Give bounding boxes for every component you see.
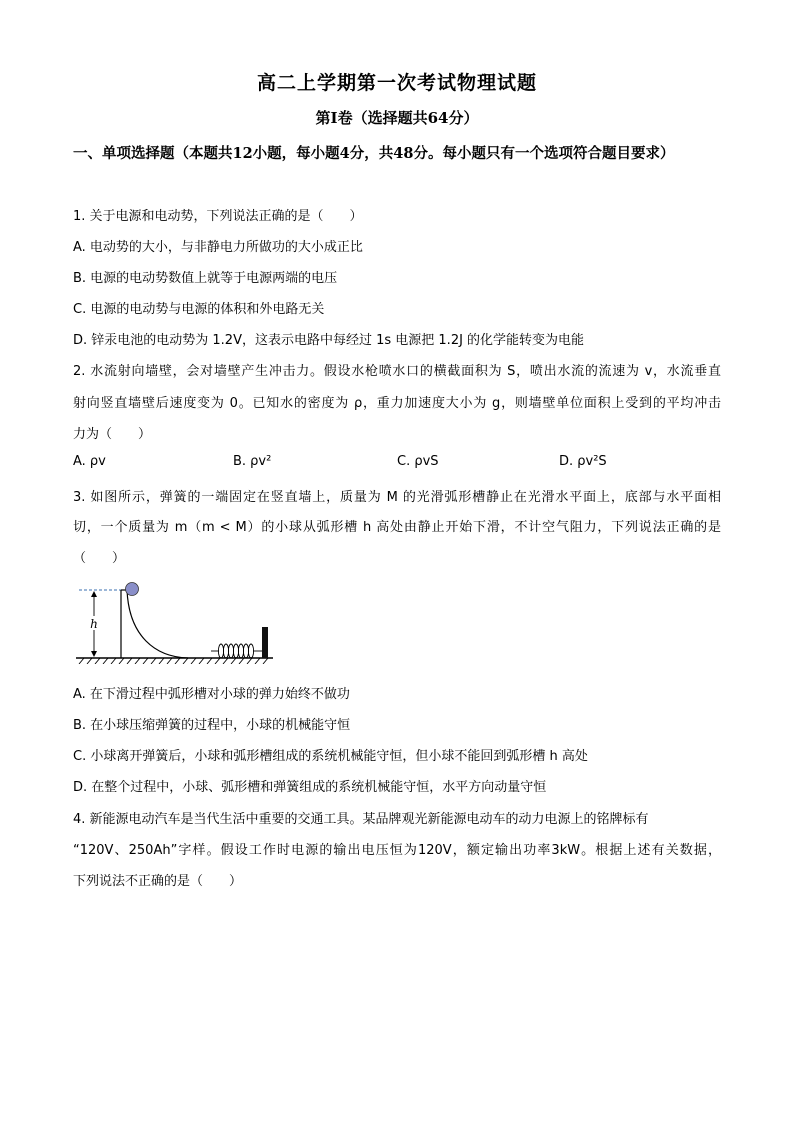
question-1-option-d: D. 锌汞电池的电动势为 1.2V，这表示电路中每经过 1s 电源把 1.2J 的化学能转变为电能 [73,333,585,348]
question-4-stem-line-2: “120V、250Ah”字样。假设工作时电源的输出电压恒为120V，额定输出功率3kW。根据上述有关数据， [73,843,721,858]
question-2-stem-line-3: 力为（ ） [73,427,152,442]
question-1-stem: 1. 关于电源和电动势，下列说法正确的是（ ） [73,209,363,224]
question-2-option-b: B. ρv² [233,454,272,469]
question-3-option-a: A. 在下滑过程中弧形槽对小球的弹力始终不做功 [73,687,350,702]
question-1-option-a: A. 电动势的大小，与非静电力所做功的大小成正比 [73,240,363,255]
question-1-option-c: C. 电源的电动势与电源的体积和外电路无关 [73,302,325,317]
question-3-option-b: B. 在小球压缩弹簧的过程中，小球的机械能守恒 [73,718,351,733]
question-2-option-d: D. ρv²S [559,454,607,469]
question-3-stem-line-3: （ ） [73,551,126,566]
question-2-stem-line-2: 射向竖直墙壁后速度变为 0。已知水的密度为 ρ，重力加速度大小为 g，则墙壁单位面积上受到的平均冲击 [73,396,721,411]
ground-hatching [79,658,268,664]
section-heading: 一、单项选择题（本题共12小题，每小题4分，共48分。每小题只有一个选项符合题目要求） [73,145,675,162]
question-2-option-c: C. ρvS [397,454,439,469]
height-arrow-head-down [91,651,97,657]
question-3-figure [73,578,278,664]
question-3-option-c: C. 小球离开弹簧后，小球和弧形槽组成的系统机械能守恒，但小球不能回到弧形槽 h 高处 [73,749,588,764]
question-2-stem-line-1: 2. 水流射向墙壁，会对墙壁产生冲击力。假设水枪喷水口的横截面积为 S，喷出水流的流速为 v，水流垂直 [73,364,721,379]
exam-title: 高二上学期第一次考试物理试题 [256,72,537,94]
question-4-stem-line-3: 下列说法不正确的是（ ） [73,874,243,889]
question-3-stem-line-2: 切，一个质量为 m（m < M）的小球从弧形槽 h 高处由静止开始下滑，不计空气阻力，下列说法正确的是 [73,520,721,535]
ball [126,583,139,596]
vertical-wall [262,627,268,658]
spring [211,644,262,658]
paper-section-title: 第Ⅰ卷（选择题共64分） [315,109,479,127]
question-3-stem-line-1: 3. 如图所示，弹簧的一端固定在竖直墙上，质量为 M 的光滑弧形槽静止在光滑水平面上，底部与水平面相 [73,490,721,505]
question-4-stem-line-1: 4. 新能源电动汽车是当代生活中重要的交通工具。某品牌观光新能源电动车的动力电源上的铭牌标有 [73,812,649,827]
question-2-option-a: A. ρv [73,454,106,469]
height-label: h [90,617,98,631]
question-3-option-d: D. 在整个过程中，小球、弧形槽和弹簧组成的系统机械能守恒，水平方向动量守恒 [73,780,547,795]
curved-slope [127,590,188,658]
question-1-option-b: B. 电源的电动势数值上就等于电源两端的电压 [73,271,338,286]
height-arrow-head-up [91,591,97,597]
